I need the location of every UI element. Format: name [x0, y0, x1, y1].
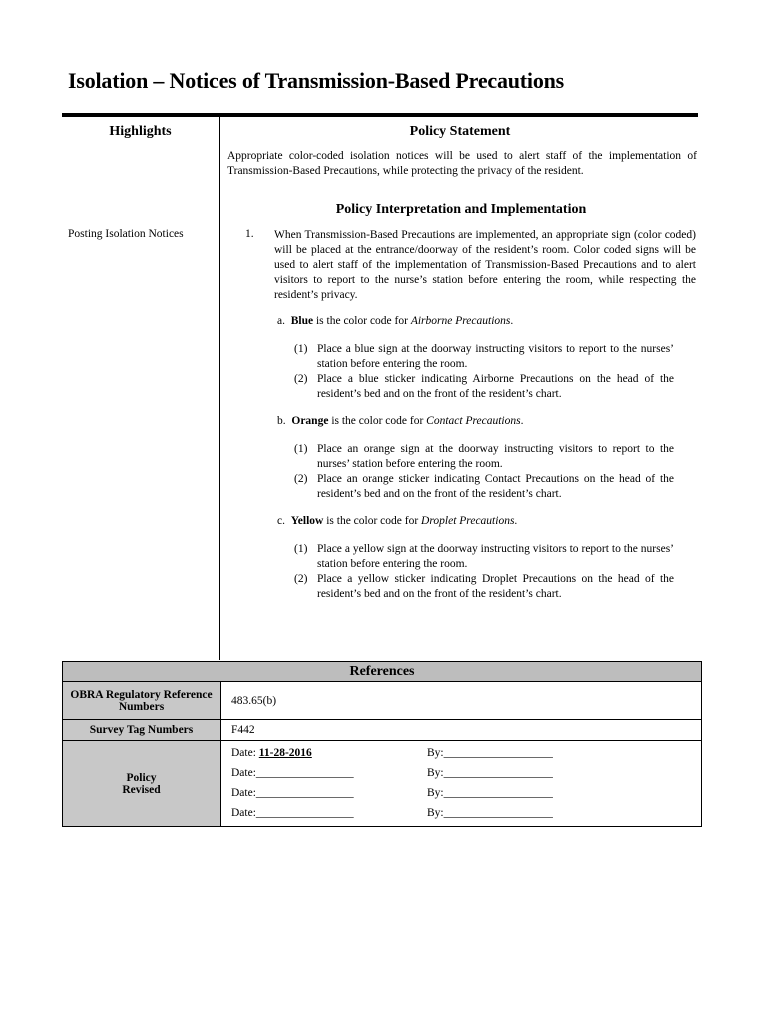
- step-text: Place an orange sticker indicating Contact Precautions on the head of the resident’s bed and on the front of the resident’s chart.: [317, 473, 674, 500]
- subitem-end: .: [510, 315, 514, 327]
- revision-by: By:___________________: [427, 787, 553, 799]
- references-heading: References: [63, 662, 702, 682]
- subitem-mid: is the color code for: [323, 515, 422, 527]
- revision-by: By:___________________: [427, 747, 553, 759]
- subitem-letter: a.: [277, 315, 285, 327]
- title-rule: [62, 113, 698, 117]
- item-text: When Transmission-Based Precautions are implemented, an appropriate sign (color coded) will be placed at the entrance/doorway of the resident’s room. Color coded signs will be used to alert staff of the implementation of Transmission-Based Precautions and to alert visitors to report to the nurse’s station before entering the room, while respecting the resident’s privacy.: [274, 229, 696, 301]
- step-text: Place a yellow sticker indicating Droplet Precautions on the head of the resident’s bed and on the front of the resident’s chart.: [317, 573, 674, 600]
- subitem-letter: b.: [277, 415, 286, 427]
- step-text: Place a yellow sign at the doorway instructing visitors to report to the nurses’ station before entering the room.: [317, 543, 674, 570]
- revision-date: [231, 807, 354, 819]
- revisions-cell: [221, 741, 702, 827]
- subitem-b: [277, 415, 523, 427]
- color-name: Yellow: [290, 515, 324, 527]
- color-name: Blue: [290, 315, 314, 327]
- highlights-heading: Highlights: [109, 124, 172, 139]
- survey-label: Survey Tag Numbers: [63, 720, 221, 741]
- step-number: (1): [294, 443, 308, 455]
- column-divider: [219, 117, 220, 660]
- date-value: _________________: [255, 787, 354, 799]
- step-number: (2): [294, 473, 308, 485]
- highlight-item: Posting Isolation Notices: [68, 228, 184, 240]
- date-label: Date:: [231, 747, 259, 759]
- subitem-mid: is the color code for: [328, 415, 427, 427]
- references-table: [62, 661, 702, 827]
- revision-date: [231, 787, 354, 799]
- precaution-name: Contact Precautions: [426, 415, 521, 427]
- subitem-end: .: [520, 415, 524, 427]
- step-number: (2): [294, 573, 308, 585]
- subitem-a: [277, 315, 513, 327]
- precaution-name: Droplet Precautions: [421, 515, 515, 527]
- item-number: 1.: [245, 228, 254, 240]
- step: [294, 572, 696, 604]
- obra-label: [63, 682, 221, 720]
- date-label: Date:: [231, 767, 256, 779]
- step: [294, 542, 696, 574]
- revision-date: [231, 767, 354, 779]
- step-number: (2): [294, 373, 308, 385]
- revised-label-text: Policy Revised: [122, 771, 161, 796]
- color-name: Orange: [291, 415, 329, 427]
- policy-statement-text: Appropriate color-coded isolation notices will be used to alert staff of the implementation of Transmission-Based Precautions, while protecting the privacy of the resident.: [227, 150, 697, 177]
- date-value: 11-28-2016: [258, 747, 312, 759]
- obra-value: 483.65(b): [221, 682, 702, 720]
- date-label: Date:: [231, 787, 256, 799]
- subitem-end: .: [514, 515, 518, 527]
- subitem-mid: is the color code for: [313, 315, 411, 327]
- date-value: _________________: [255, 807, 354, 819]
- step: [294, 342, 696, 374]
- revision-by: By:___________________: [427, 807, 553, 819]
- date-value: _________________: [255, 767, 354, 779]
- revision-date: [231, 747, 312, 759]
- step-number: (1): [294, 343, 308, 355]
- step: [294, 372, 696, 404]
- step: [294, 472, 696, 504]
- revision-by: By:___________________: [427, 767, 553, 779]
- subitem-c: [277, 515, 517, 527]
- date-label: Date:: [231, 807, 256, 819]
- step-number: (1): [294, 543, 308, 555]
- policy-statement-heading: Policy Statement: [409, 124, 511, 139]
- precaution-name: Airborne Precautions: [410, 315, 511, 327]
- revised-label: [63, 741, 221, 827]
- step: [294, 442, 696, 474]
- step-text: Place a blue sticker indicating Airborne Precautions on the head of the resident’s bed and on the front of the resident’s chart.: [317, 373, 674, 400]
- interpretation-heading: Policy Interpretation and Implementation: [335, 202, 587, 217]
- subitem-letter: c.: [277, 515, 285, 527]
- obra-label-text: OBRA Regulatory Reference Numbers: [70, 688, 213, 713]
- step-text: Place an orange sign at the doorway instructing visitors to report to the nurses’ station before entering the room.: [317, 443, 674, 470]
- step-text: Place a blue sign at the doorway instructing visitors to report to the nurses’ station before entering the room.: [317, 343, 674, 370]
- document-title: Isolation – Notices of Transmission-Based Precautions: [68, 68, 565, 93]
- survey-value: F442: [221, 720, 702, 741]
